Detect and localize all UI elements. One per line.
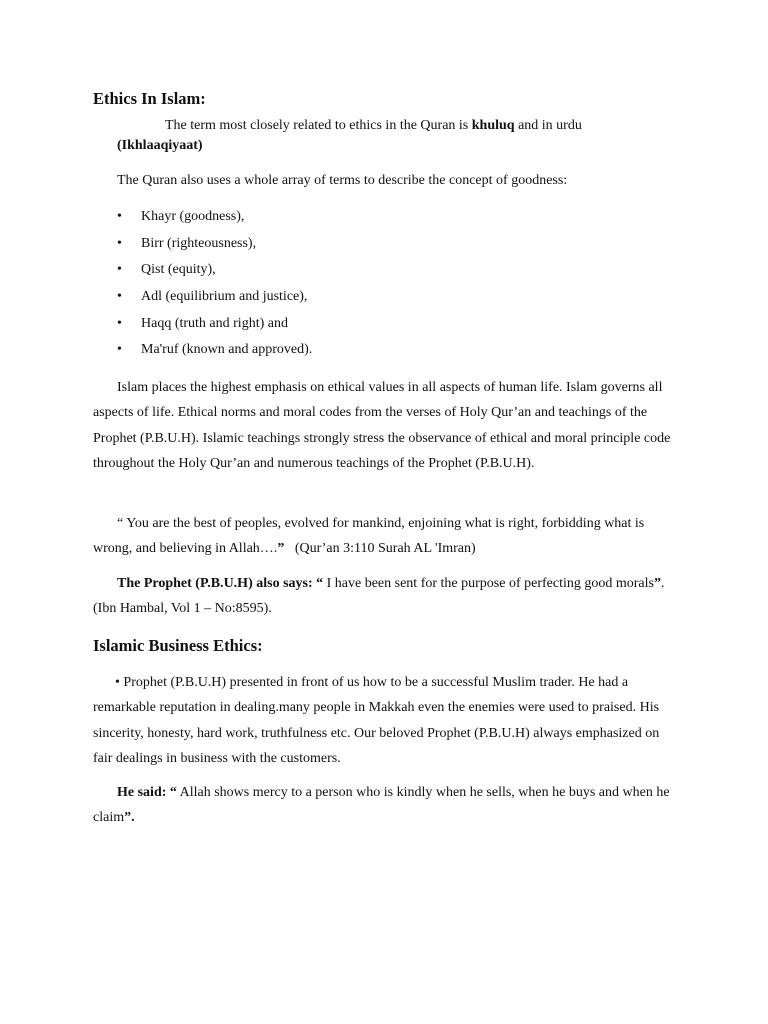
bullet-icon: • <box>117 315 122 331</box>
bullet-icon: • <box>117 342 122 358</box>
list-item <box>117 314 312 341</box>
khuluq-intro-line <box>165 116 582 136</box>
list-item <box>117 340 312 367</box>
urdu-term: (Ikhlaaqiyaat) <box>117 138 203 153</box>
intro-text-after: and in urdu <box>514 118 582 133</box>
term-label: Khayr (goodness), <box>141 209 245 224</box>
quran-quote-paragraph <box>93 511 675 562</box>
list-item <box>117 260 312 287</box>
bullet-icon: • <box>117 209 122 224</box>
term-label: Birr (righteousness), <box>141 235 257 251</box>
quran-quote-close: ” <box>277 541 285 557</box>
hadith-paragraph <box>93 571 675 622</box>
he-said-paragraph <box>93 780 675 831</box>
quran-quote-text: “ You are the best of peoples, evolved for mankind, enjoining what is right, forbidding what is wrong, and believing in Allah…. <box>93 516 645 557</box>
intro-text-before: The term most closely related to ethics in the Quran is <box>165 118 472 133</box>
bullet-icon: • <box>117 235 122 251</box>
quran-quote-citation: (Qur’an 3:110 Surah AL 'Imran) <box>284 541 476 557</box>
quran-terms-intro: The Quran also uses a whole array of terms to describe the concept of goodness: <box>117 173 568 188</box>
term-label: Qist (equity), <box>141 262 216 278</box>
he-said-open-quote: “ <box>166 785 177 800</box>
hadith-citation: . (Ibn Hambal, Vol 1 – No:8595). <box>93 576 665 617</box>
term-label: Haqq (truth and right) and <box>141 315 288 331</box>
bullet-icon: • <box>117 289 122 305</box>
he-said-text: Allah shows mercy to a person who is kindly when he sells, when he buys and when he claim <box>93 785 670 826</box>
term-label: Ma'ruf (known and approved). <box>141 342 313 358</box>
hadith-lead: The Prophet (P.B.U.H) also says: <box>117 576 317 591</box>
term-label: Adl (equilibrium and justice), <box>141 289 308 305</box>
khuluq-term: khuluq <box>471 118 515 133</box>
business-ethics-paragraph: • Prophet (P.B.U.H) presented in front of us how to be a successful Muslim trader. He had a remarkable reputation in dealing.many people in Makkah even the enemies were used to praised. His sincerity, honesty, hard work, truthfulness etc. Our beloved Prophet (P.B.U.H) always emphasized on fair dealings in business with the customers. <box>93 675 660 767</box>
ethics-in-islam-heading: Ethics In Islam: <box>93 89 206 108</box>
list-item <box>117 287 312 314</box>
business-ethics-heading: Islamic Business Ethics: <box>93 636 263 655</box>
goodness-terms-list <box>117 207 312 367</box>
hadith-open-quote: “ <box>316 576 324 591</box>
list-item <box>117 207 312 234</box>
emphasis-paragraph: Islam places the highest emphasis on ethical values in all aspects of human life. Islam governs all aspects of life. Ethical norms and moral codes from the verses of Holy Qur’an and teachings of the Prophet (P.B.U.H). Islamic teachings strongly stress the observance of ethical and moral principle code throughout the Holy Qur’an and numerous teachings of the Prophet (P.B.U.H). <box>93 380 671 472</box>
bullet-icon: • <box>117 262 122 278</box>
hadith-close-quote: ” <box>653 576 661 591</box>
he-said-close-quote: ”. <box>124 810 135 826</box>
he-said-lead: He said: <box>117 785 167 800</box>
hadith-text: I have been sent for the purpose of perfecting good morals <box>323 576 654 591</box>
list-item <box>117 234 312 261</box>
